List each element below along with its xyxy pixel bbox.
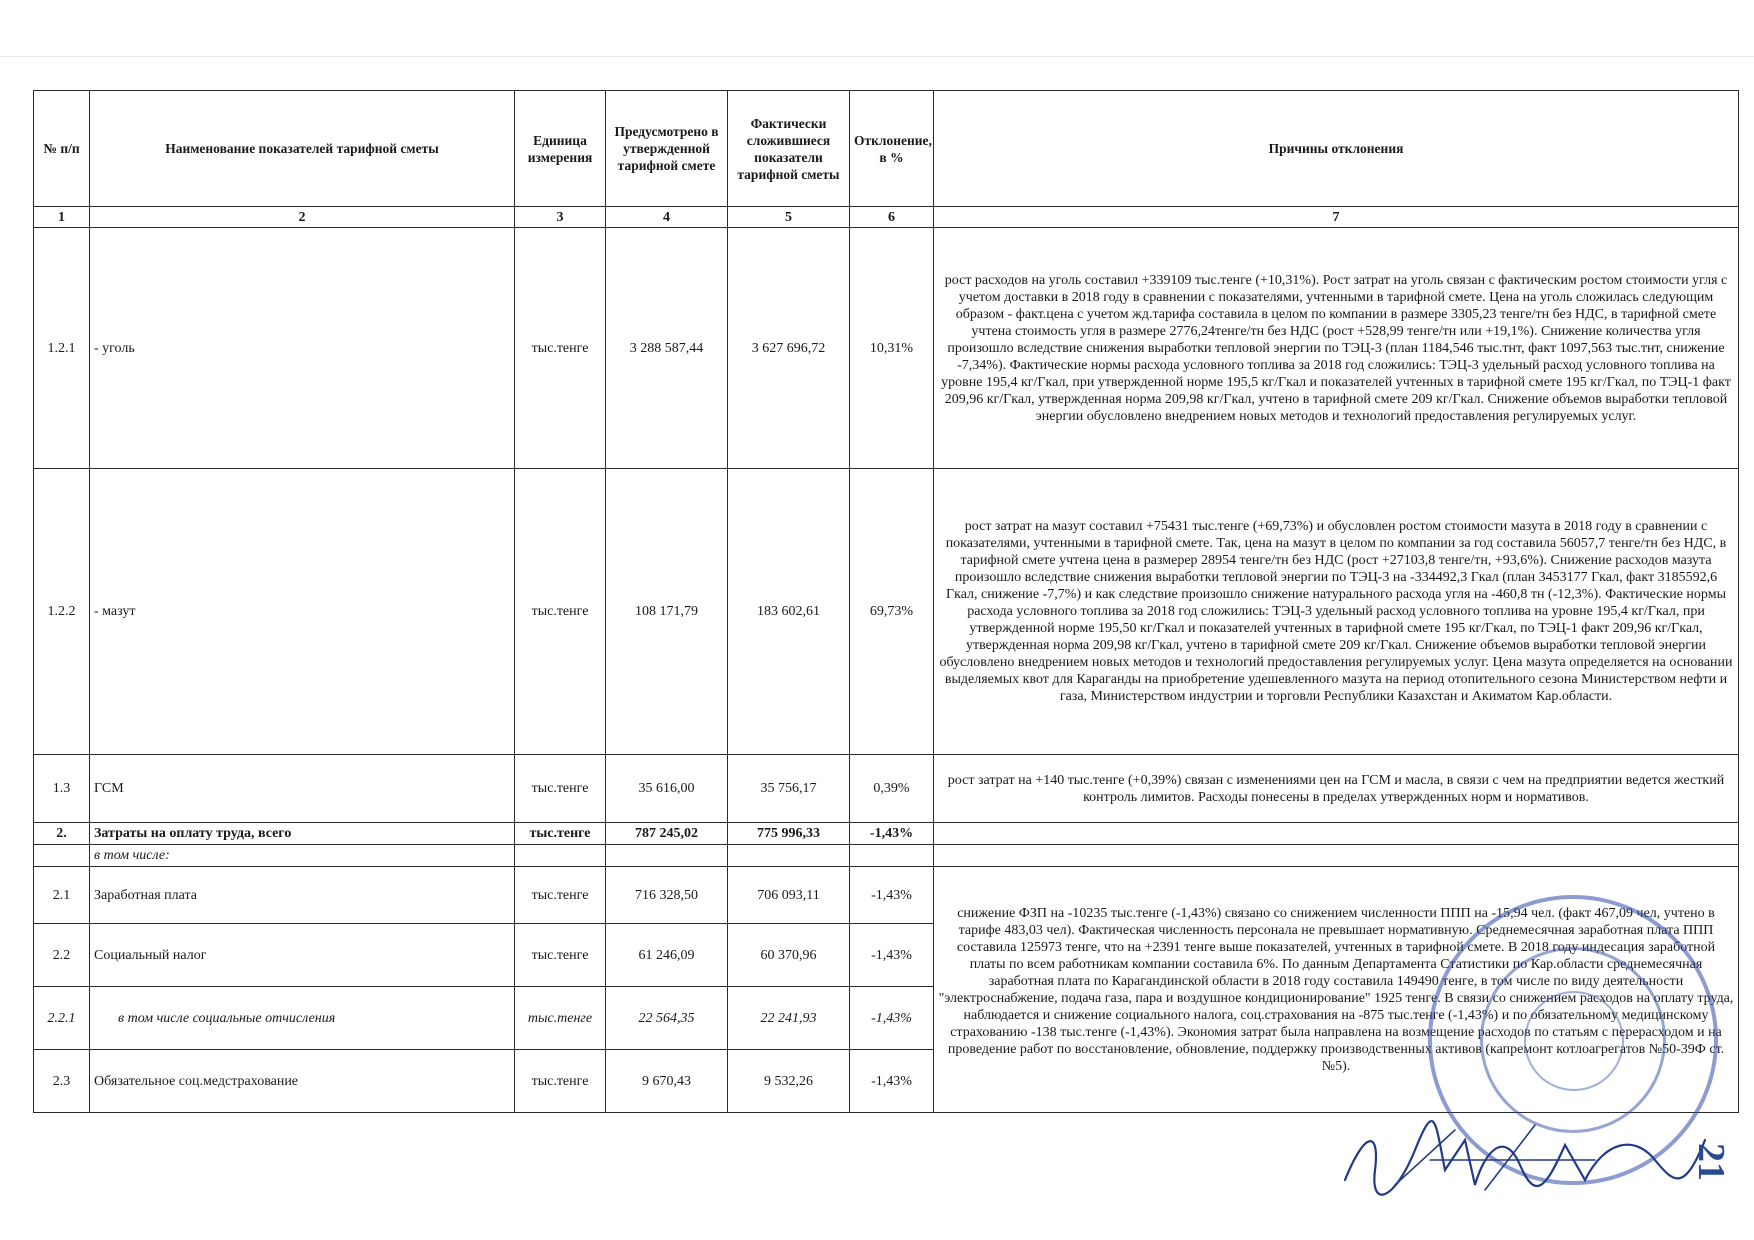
row-unit: тыс.тенге (515, 823, 606, 845)
row-num-empty (34, 845, 90, 867)
column-number: 5 (728, 207, 850, 228)
row-actual: 60 370,96 (728, 924, 850, 987)
row-reason-empty (934, 823, 1739, 845)
column-number: 3 (515, 207, 606, 228)
row-actual: 35 756,17 (728, 755, 850, 823)
row-num: 2.1 (34, 867, 90, 924)
row-num: 1.3 (34, 755, 90, 823)
scan-line (0, 56, 1754, 57)
row-unit: тыс.тенге (515, 755, 606, 823)
row-deviation-empty (850, 845, 934, 867)
row-actual: 706 093,11 (728, 867, 850, 924)
page-number: 21 (1690, 1143, 1732, 1181)
row-actual: 3 627 696,72 (728, 228, 850, 469)
row-num: 1.2.2 (34, 469, 90, 755)
row-reason: рост затрат на +140 тыс.тенге (+0,39%) связан с изменениями цен на ГСМ и масла, в связи с чем на предприятии ведется жесткий контроль лимитов. Расходы понесены в пределах утвержденных норм и нормативов. (934, 755, 1739, 823)
header-unit: Единица измерения (515, 91, 606, 207)
row-deviation: -1,43% (850, 924, 934, 987)
row-name: ГСМ (90, 755, 515, 823)
row-planned: 108 171,79 (606, 469, 728, 755)
header-reason: Причины отклонения (934, 91, 1739, 207)
column-number: 4 (606, 207, 728, 228)
row-num: 1.2.1 (34, 228, 90, 469)
row-num: 2.3 (34, 1050, 90, 1113)
table-row (34, 845, 1739, 867)
table-row (34, 228, 1739, 469)
column-number: 1 (34, 207, 90, 228)
row-name: Социальный налог (90, 924, 515, 987)
row-planned: 9 670,43 (606, 1050, 728, 1113)
header-row (34, 91, 1739, 207)
column-number: 2 (90, 207, 515, 228)
handwritten-signature (1335, 1110, 1715, 1205)
row-deviation: 10,31% (850, 228, 934, 469)
row-actual-empty (728, 845, 850, 867)
column-number: 6 (850, 207, 934, 228)
row-unit: тыс.тенге (515, 924, 606, 987)
row-deviation: -1,43% (850, 987, 934, 1050)
row-group-reason: снижение ФЗП на -10235 тыс.тенге (-1,43%) связано со снижением численности ППП на -15,94 чел. (факт 467,09 чел, учтено в тарифе 483,03 чел). Фактическая численность персонала не превышает нормативную. Среднемесячная заработная плата ППП составила 125973 тенге, что на +2391 тенге выше показателей, учтенных в тарифной смете. В 2018 году индесация заработной платы по всем работникам компании составила 6%. По данным Департамента Статистики по Кар.области среднемесячная заработная плата по Карагандинской области в 2018 году составила 149490 тенге, в том числе по виду деятельности "электроснабжение, подача газа, пара и воздушное кондиционирование" 1925 тенге. В связи со снижением расходов на оплату труда, наблюдается и снижение социального налога, соц.страхования на -875 тыс.тенге (-1,43%) и по обязательному медицинскому страхованию -138 тыс.тенге (-1,43%). Экономия затрат была направлена на возмещение расходов по статьям с перерасходом и на проведение работ по восстановление, обновление, поддержку производственных активов (капремонт котлоагрегатов №50-39Ф ст.№5). (934, 867, 1739, 1113)
row-planned: 61 246,09 (606, 924, 728, 987)
row-reason-empty (934, 845, 1739, 867)
row-subheading: в том числе: (90, 845, 515, 867)
column-number-row (34, 207, 1739, 228)
row-actual: 775 996,33 (728, 823, 850, 845)
row-unit: тыс.тенге (515, 1050, 606, 1113)
row-deviation: -1,43% (850, 867, 934, 924)
row-unit: тыс.тенге (515, 228, 606, 469)
header-actual: Фактически сложившиеся показатели тарифной сметы (728, 91, 850, 207)
row-name: в том числе социальные отчисления (90, 987, 515, 1050)
table-row (34, 823, 1739, 845)
row-planned: 787 245,02 (606, 823, 728, 845)
table-row (34, 867, 1739, 924)
row-num: 2.2 (34, 924, 90, 987)
row-reason: рост затрат на мазут составил +75431 тыс.тенге (+69,73%) и обусловлен ростом стоимости мазута в 2018 году в сравнении с показателями, учтенными в тарифной смете. Так, цена на мазут в целом по компании за год составила 56057,7 тенге/тн без НДС, в тарифной смете учтена цена в размерер 28954 тенге/тн без НДС (рост +27103,8 тенге/тн, +93,6%). Снижение расходов мазута произошло вследствие снижения выработки тепловой энергии по ТЭЦ-3 на -334492,3 Гкал (план 3453177 Гкал, факт 3185592,6 Гкал, снижение -7,7%) и как следствие произошло снижение натурального расхода угля на -460,8 тн (-12,3%). Фактические нормы расхода условного топлива за 2018 год сложились: ТЭЦ-3 удельный расход условного топлива на уровне 195,4 кг/Гкал, при утвержденной норме 195,50 кг/Гкал и показателей учтенных в тарифной смете 195 кг/Гкал, по ТЭЦ-1 факт 209,96 кг/Гкал, утвержденная норма 209,98 кг/Гкал, учтено в тарифной смете 209 кг/Гкал. Снижение объемов выработки тепловой энергии обусловлено внедрением новых методов и технологий предоставления регулируемых услуг. Цена мазута определяется на основании выделяемых квот для Караганды на приобретение удешевленного мазута на период отопительного сезона Министерством нефти и газа, Министерством индустрии и торговли Республики Казахстан и Акиматом Кар.области. (934, 469, 1739, 755)
row-num: 2. (34, 823, 90, 845)
header-deviation: Отклонение, в % (850, 91, 934, 207)
row-num: 2.2.1 (34, 987, 90, 1050)
row-unit: тыс.тенге (515, 987, 606, 1050)
header-num: № п/п (34, 91, 90, 207)
header-planned: Предусмотрено в утвержденной тарифной смете (606, 91, 728, 207)
row-actual: 183 602,61 (728, 469, 850, 755)
table-row (34, 755, 1739, 823)
column-number: 7 (934, 207, 1739, 228)
table-row (34, 469, 1739, 755)
header-name: Наименование показателей тарифной сметы (90, 91, 515, 207)
row-deviation: -1,43% (850, 1050, 934, 1113)
row-planned: 22 564,35 (606, 987, 728, 1050)
row-unit: тыс.тенге (515, 867, 606, 924)
row-unit-empty (515, 845, 606, 867)
row-planned: 35 616,00 (606, 755, 728, 823)
row-name: Обязательное соц.медстрахование (90, 1050, 515, 1113)
row-planned: 3 288 587,44 (606, 228, 728, 469)
row-actual: 9 532,26 (728, 1050, 850, 1113)
row-deviation: 69,73% (850, 469, 934, 755)
row-actual: 22 241,93 (728, 987, 850, 1050)
row-name: Затраты на оплату труда, всего (90, 823, 515, 845)
row-planned: 716 328,50 (606, 867, 728, 924)
row-reason: рост расходов на уголь составил +339109 тыс.тенге (+10,31%). Рост затрат на уголь связан с фактическим ростом стоимости угля с учетом доставки в 2018 году в сравнении с показателями, учтенными в тарифной смете. Цена на уголь сложилась следующим образом - факт.цена с учетом жд.тарифа составила в целом по компании в размере 3305,23 тенге/тн без НДС, в тарифной смете учтена стоимость угля в размере 2776,24тенге/тн без НДС (рост +528,99 тенге/тн или +19,1%). Снижение количества угля произошло вследствие снижения выработки тепловой энергии по ТЭЦ-3 (план 1184,546 тыс.тнт, факт 1097,563 тыс.тнт, снижение -7,34%). Фактические нормы расхода условного топлива за 2018 год сложились: ТЭЦ-3 удельный расход условного топлива на уровне 195,4 кг/Гкал, при утвержденной норме 195,5 кг/Гкал и показателей учтенных в тарифной смете 195 кг/Гкал, по ТЭЦ-1 факт 209,96 кг/Гкал, утвержденная норма 209,98 кг/Гкал, учтено в тарифной смете 209 кг/Гкал. Снижение объемов выработки тепловой энергии обусловлено внедрением новых методов и технологий предоставления регулируемых услуг. (934, 228, 1739, 469)
row-deviation: -1,43% (850, 823, 934, 845)
row-name: Заработная плата (90, 867, 515, 924)
company-seal-core (1524, 991, 1624, 1091)
row-planned-empty (606, 845, 728, 867)
row-name: - уголь (90, 228, 515, 469)
row-unit: тыс.тенге (515, 469, 606, 755)
row-name: - мазут (90, 469, 515, 755)
row-deviation: 0,39% (850, 755, 934, 823)
